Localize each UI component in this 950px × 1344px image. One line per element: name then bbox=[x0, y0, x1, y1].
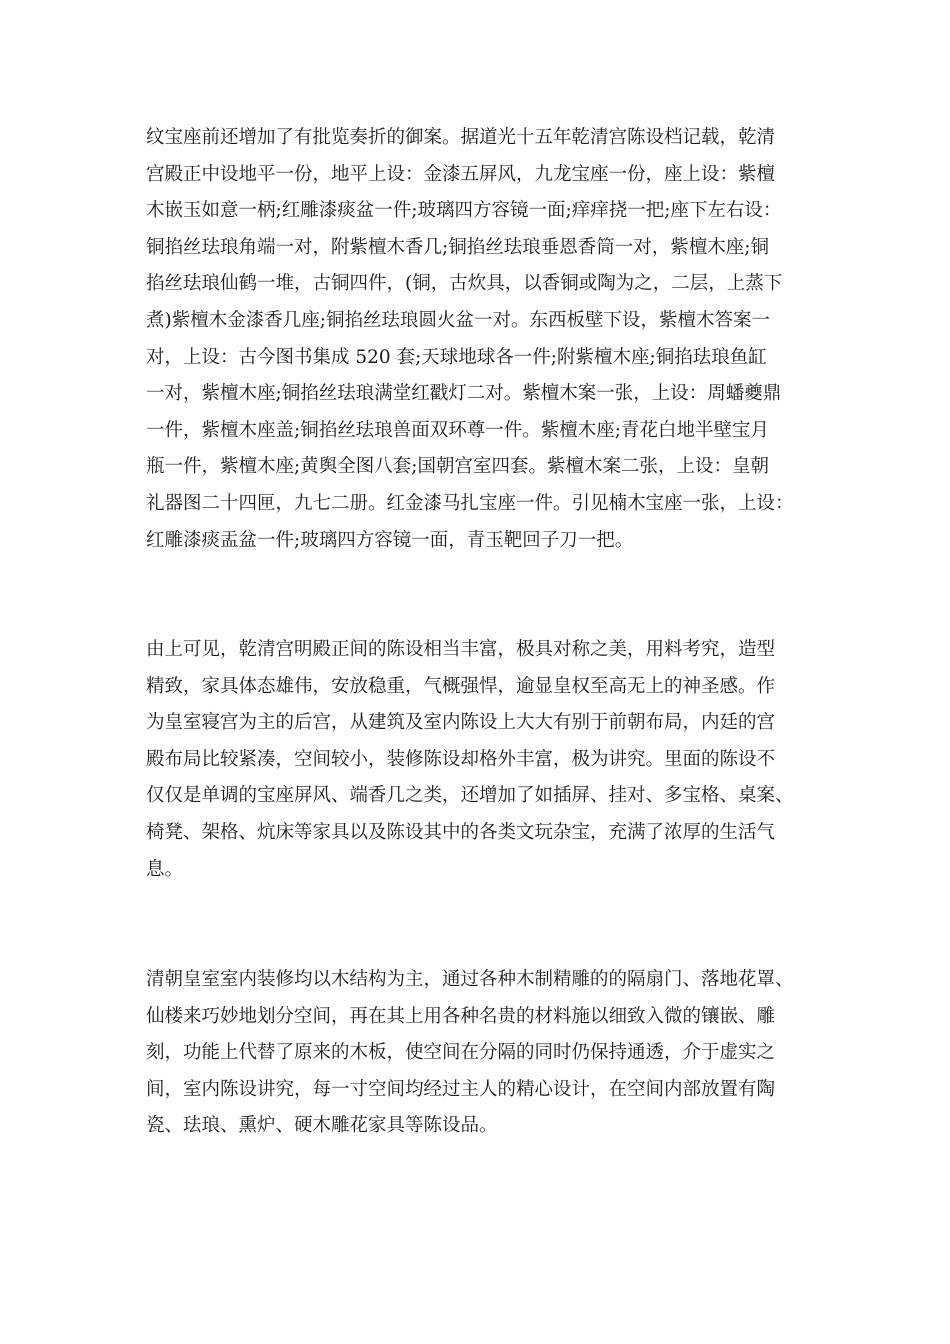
paragraph-2 bbox=[146, 632, 806, 888]
paragraph-line: 铜掐丝珐琅角端一对，附紫檀木香几;铜掐丝珐琅垂恩香筒一对，紫檀木座;铜 bbox=[146, 236, 769, 258]
paragraph-line: 间，室内陈设讲究，每一寸空间均经过主人的精心设计，在空间内部放置有陶 bbox=[146, 1078, 776, 1100]
paragraph-line: 为皇室寝宫为主的后宫，从建筑及室内陈设上大大有别于前朝布局，内廷的宫 bbox=[146, 712, 776, 734]
paragraph-line: 由上可见，乾清宫明殿正间的陈设相当丰富，极具对称之美，用料考究，造型 bbox=[146, 639, 776, 660]
paragraph-line: 瓷、珐琅、熏炉、硬木雕花家具等陈设品。 bbox=[146, 1115, 498, 1137]
paragraph-line: 煮)紫檀木金漆香几座;铜掐丝珐琅圆火盆一对。东西板壁下设，紫檀木答案一 bbox=[146, 309, 770, 331]
paragraph-line: 掐丝珐琅仙鹤一堆，古铜四件，(铜，古炊具，以香铜或陶为之，二层，上蒸下 bbox=[146, 273, 783, 295]
paragraph-line: 红雕漆痰盂盆一件;玻璃四方容镜一面，青玉靶回子刀一把。 bbox=[146, 529, 634, 551]
paragraph-line: 对，上设：古今图书集成 520 套;天球地球各一件;附紫檀木座;铜掐珐琅鱼缸 bbox=[146, 346, 767, 368]
paragraph-line: 椅凳、架格、炕床等家具以及陈设其中的各类文玩杂宝，充满了浓厚的生活气 bbox=[146, 821, 776, 843]
paragraph-line: 木嵌玉如意一柄;红雕漆痰盆一件;玻璃四方容镜一面;痒痒挠一把;座下左右设： bbox=[146, 200, 782, 222]
paragraph-line: 瓶一件，紫檀木座;黄舆全图八套;国朝宫室四套。紫檀木案二张，上设：皇朝 bbox=[146, 456, 769, 478]
paragraph-line: 礼器图二十四匣，九七二册。红金漆马扎宝座一件。引见楠木宝座一张，上设： bbox=[146, 492, 794, 514]
paragraph-line: 清朝皇室室内装修均以木结构为主，通过各种木制精雕的的隔扇门、落地花罩、 bbox=[146, 969, 794, 990]
paragraph-line: 仙楼来巧妙地划分空间，再在其上用各种名贵的材料施以细致入微的镶嵌、雕 bbox=[146, 1005, 776, 1027]
paragraph-line: 殿布局比较紧凑，空间较小，装修陈设却格外丰富，极为讲究。里面的陈设不 bbox=[146, 748, 776, 770]
paragraph-line: 精致，家具体态雄伟，安放稳重，气概强悍，逾显皇权至高无上的神圣感。作 bbox=[146, 675, 776, 697]
paragraph-line: 仅仅是单调的宝座屏风、端香几之类，还增加了如插屏、挂对、多宝格、桌案、 bbox=[146, 785, 794, 807]
paragraph-line: 刻，功能上代替了原来的木板，使空间在分隔的同时仍保持通透，介于虚实之 bbox=[146, 1042, 776, 1064]
paragraph-1 bbox=[146, 120, 806, 559]
paragraph-line: 纹宝座前还增加了有批览奏折的御案。据道光十五年乾清宫陈设档记载，乾清 bbox=[146, 127, 776, 148]
paragraph-line: 宫殿正中设地平一份，地平上设：金漆五屏风，九龙宝座一份，座上设：紫檀 bbox=[146, 163, 776, 185]
paragraph-line: 一对，紫檀木座;铜掐丝珐琅满堂红戳灯二对。紫檀木案一张，上设：周蟠夔鼎 bbox=[146, 383, 782, 405]
paragraph-line: 一件，紫檀木座盖;铜掐丝珐琅兽面双环尊一件。紫檀木座;青花白地半壁宝月 bbox=[146, 419, 769, 441]
paragraph-line: 息。 bbox=[146, 858, 184, 880]
paragraph-3 bbox=[146, 962, 806, 1145]
